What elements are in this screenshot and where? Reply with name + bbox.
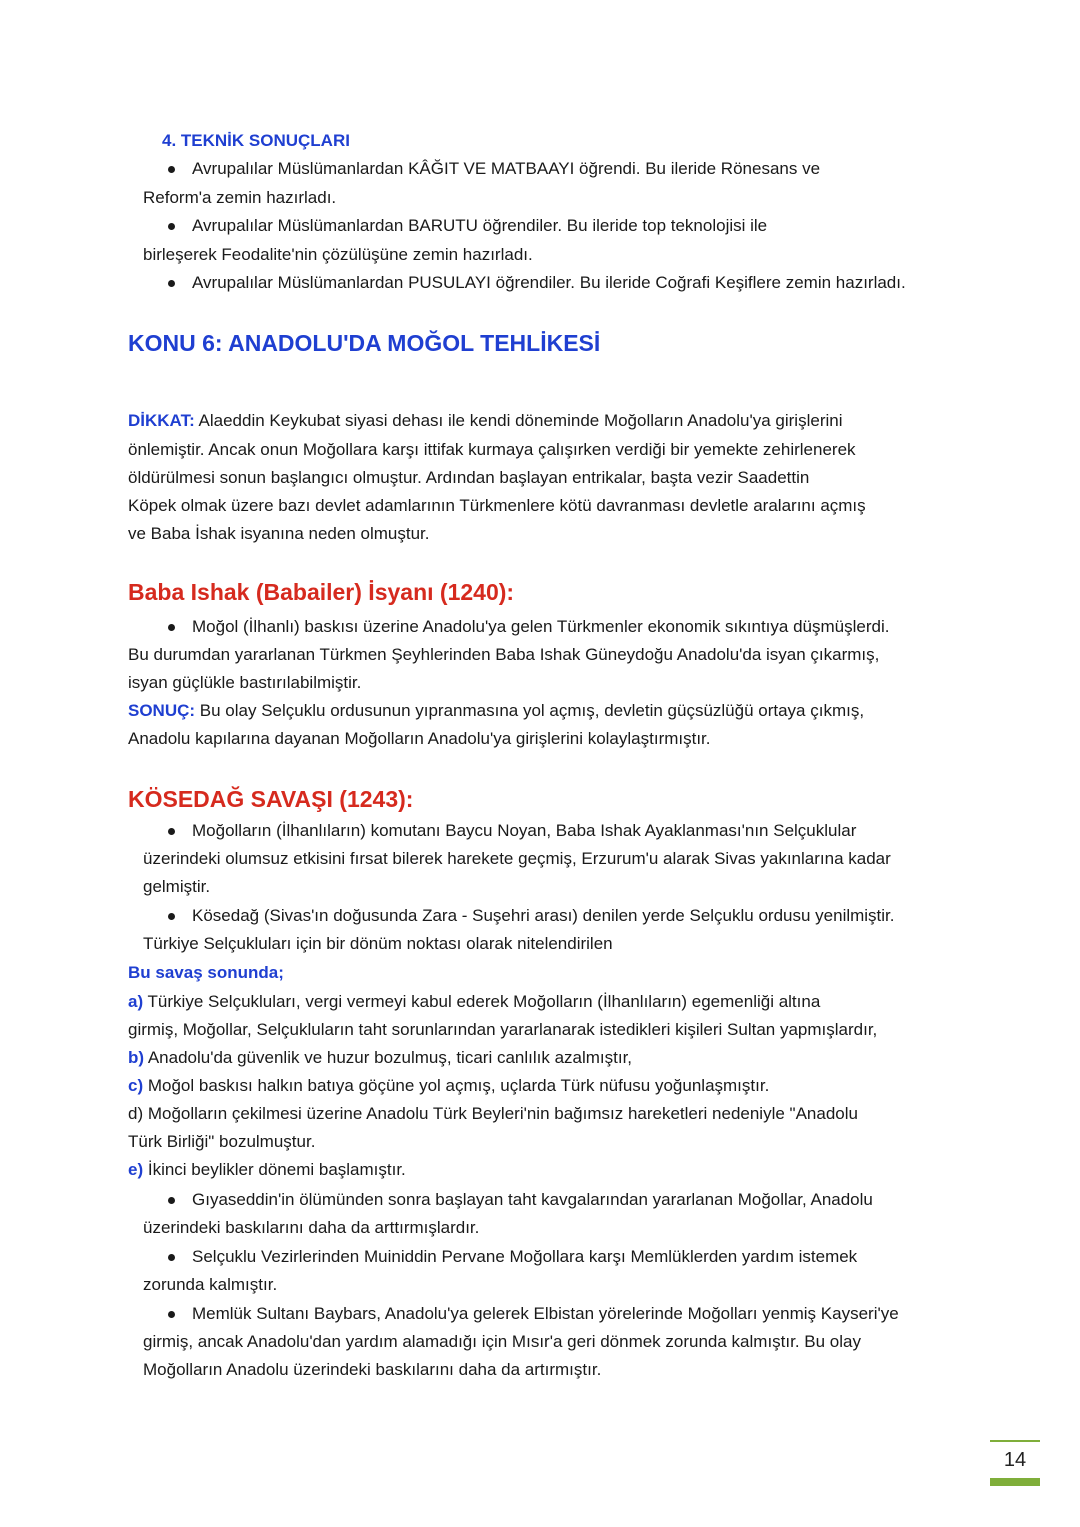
list-item — [128, 1072, 769, 1101]
bullet-text: Gıyaseddin'in ölümünden sonra başlayan taht kavgalarından yararlanan Moğollar, Anadolu — [192, 1190, 873, 1209]
paragraph-line: Anadolu kapılarına dayanan Moğolların Anadolu'ya girişlerini kolaylaştırmıştır. — [128, 729, 711, 748]
list-text: Türkiye Selçukluları, vergi vermeyi kabul ederek Moğolların (İlhanlıların) egemenliği altına — [143, 992, 821, 1011]
paragraph-line: ve Baba İshak isyanına neden olmuştur. — [128, 524, 430, 543]
bullet-text: üzerindeki baskılarını daha da arttırmışlardır. — [143, 1218, 480, 1237]
paragraph-line: Bu durumdan yararlanan Türkmen Şeyhlerinden Baba Ishak Güneydoğu Anadolu'da isyan çıkarmış, — [128, 645, 880, 664]
bullet-text: Avrupalılar Müslümanlardan BARUTU öğrendiler. Bu ileride top teknolojisi ile — [192, 216, 768, 235]
bullet-icon — [168, 913, 175, 920]
page-number-bar — [990, 1478, 1040, 1486]
list-item — [128, 1044, 632, 1073]
bullet-text: Moğolların (İlhanlıların) komutanı Baycu Noyan, Baba Ishak Ayaklanması'nın Selçuklular — [192, 821, 857, 840]
list-text: İkinci beylikler dönemi başlamıştır. — [143, 1160, 406, 1179]
bullet-icon — [168, 1311, 175, 1318]
bullet-text: Avrupalılar Müslümanlardan PUSULAYI öğrendiler. Bu ileride Coğrafi Keşiflere zemin hazırladı. — [192, 273, 906, 292]
list-text: Türk Birliği" bozulmuştur. — [128, 1132, 316, 1151]
paragraph-text: Alaeddin Keykubat siyasi dehası ile kendi döneminde Moğolların Anadolu'ya girişlerini — [194, 411, 843, 430]
bullet-text: üzerindeki olumsuz etkisini fırsat bilerek harekete geçmiş, Erzurum'u alarak Sivas yakınlarına kadar — [143, 849, 891, 868]
sonuc-label: SONUÇ: — [128, 701, 196, 720]
list-text: girmiş, Moğollar, Selçukluların taht sorunlarından yararlanarak istedikleri kişileri Sultan yapmışlardır, — [128, 1020, 878, 1039]
page-number-box — [990, 1440, 1040, 1486]
paragraph-line: önlemiştir. Ancak onun Moğollara karşı ittifak kurmaya çalışırken verdiği bir yemekte zehirlenerek — [128, 440, 856, 459]
list-marker: e) — [128, 1160, 144, 1179]
paragraph-line: öldürülmesi sonun başlangıcı olmuştur. Ardından başlayan entrikalar, başta vezir Saadettin — [128, 468, 810, 487]
bullet-text: birleşerek Feodalite'nin çözülüşüne zemin hazırladı. — [143, 245, 533, 264]
section-title: Baba Ishak (Babailer) İsyanı (1240): — [128, 579, 515, 605]
list-text: Moğol baskısı halkın batıya göçüne yol açmış, uçlarda Türk nüfusu yoğunlaşmıştır. — [143, 1076, 770, 1095]
list-marker: b) — [128, 1048, 145, 1067]
bullet-text: Memlük Sultanı Baybars, Anadolu'ya gelerek Elbistan yörelerinde Moğolları yenmiş Kayseri'ye — [192, 1304, 899, 1323]
bullet-text: Kösedağ (Sivas'ın doğusunda Zara - Suşehri arası) denilen yerde Selçuklu ordusu yenilmiştir. — [192, 906, 895, 925]
bullet-text: Moğol (İlhanlı) baskısı üzerine Anadolu'ya gelen Türkmenler ekonomik sıkıntıya düşmüşlerdi. — [192, 617, 890, 636]
bullet-text: Selçuklu Vezirlerinden Muiniddin Pervane Moğollara karşı Memlüklerden yardım istemek — [192, 1247, 858, 1266]
bullet-text: gelmiştir. — [143, 877, 211, 896]
list-text: Anadolu'da güvenlik ve huzur bozulmuş, ticari canlılık azalmıştır, — [144, 1048, 633, 1067]
bullet-text: Avrupalılar Müslümanlardan KÂĞIT VE MATBAAYI öğrendi. Bu ileride Rönesans ve — [192, 159, 821, 178]
bullet-text: girmiş, ancak Anadolu'dan yardım alamadığı için Mısır'a geri dönmek zorunda kalmıştır. Bu olay — [143, 1332, 861, 1351]
list-marker: c) — [128, 1076, 144, 1095]
section-title: KÖSEDAĞ SAVAŞI (1243): — [128, 786, 414, 812]
paragraph-line — [128, 407, 843, 436]
paragraph-line: isyan güçlükle bastırılabilmiştir. — [128, 673, 362, 692]
page-number-rule — [990, 1440, 1040, 1442]
section-heading: 4. TEKNİK SONUÇLARI — [162, 131, 350, 150]
paragraph-line — [128, 697, 864, 726]
paragraph-line: Köpek olmak üzere bazı devlet adamlarının Türkmenlere kötü davranması devletle aralarını açmış — [128, 496, 866, 515]
bullet-icon — [168, 624, 175, 631]
bullet-text: Moğolların Anadolu üzerindeki baskılarını daha da artırmıştır. — [143, 1360, 602, 1379]
list-marker: a) — [128, 992, 144, 1011]
bullet-icon — [168, 166, 175, 173]
topic-title: KONU 6: ANADOLU'DA MOĞOL TEHLİKESİ — [128, 330, 601, 356]
bullet-text: Reform'a zemin hazırladı. — [143, 188, 337, 207]
bullet-icon — [168, 1254, 175, 1261]
page-number: 14 — [1003, 1449, 1027, 1471]
paragraph-text: Bu olay Selçuklu ordusunun yıpranmasına yol açmış, devletin güçsüzlüğü ortaya çıkmış, — [195, 701, 865, 720]
list-text: d) Moğolların çekilmesi üzerine Anadolu Türk Beyleri'nin bağımsız hareketleri nedeniyle "Anadolu — [128, 1104, 858, 1123]
list-item — [128, 1156, 406, 1185]
bullet-text: zorunda kalmıştır. — [143, 1275, 278, 1294]
bullet-icon — [168, 1197, 175, 1204]
bullet-text: Türkiye Selçukluları için bir dönüm noktası olarak nitelendirilen — [143, 934, 613, 953]
dikkat-label: DİKKAT: — [128, 411, 195, 430]
bullet-icon — [168, 280, 175, 287]
bullet-icon — [168, 828, 175, 835]
bullet-icon — [168, 223, 175, 230]
list-item — [128, 988, 820, 1017]
subheading: Bu savaş sonunda; — [128, 963, 284, 982]
